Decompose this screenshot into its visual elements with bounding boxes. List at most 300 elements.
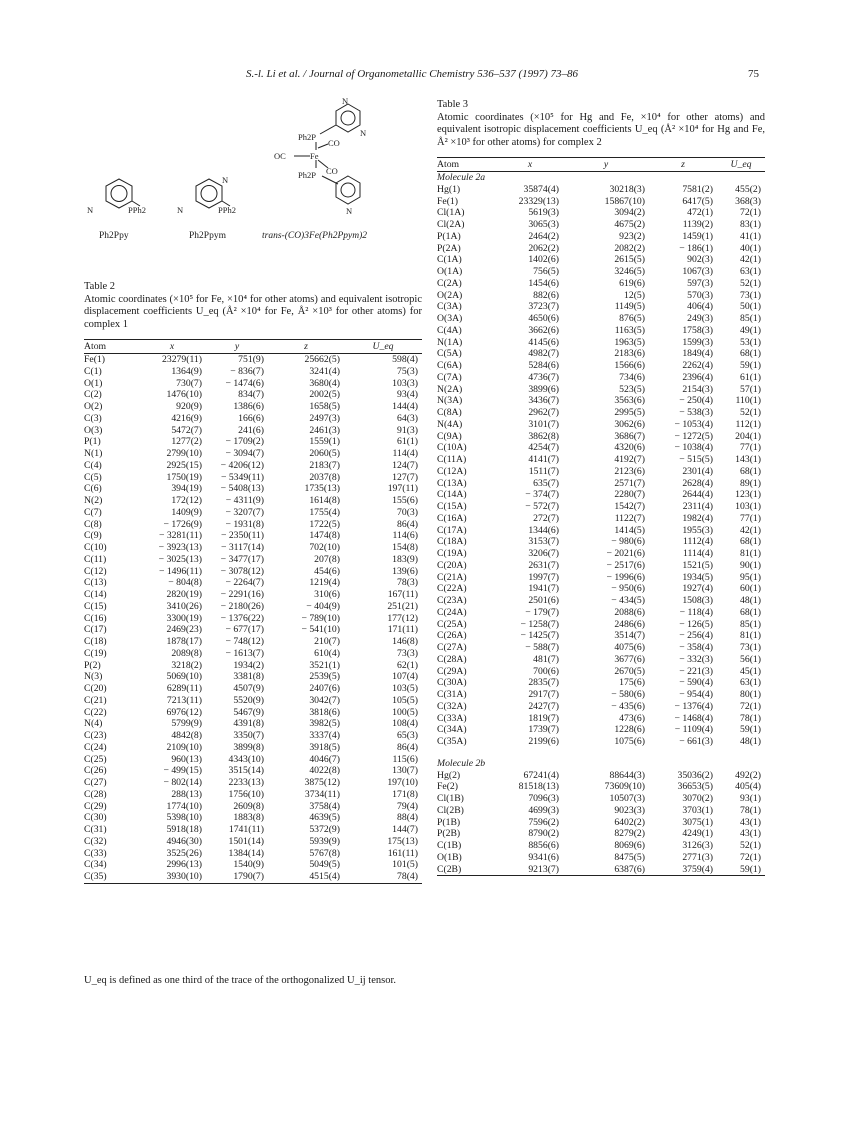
table-header-row: [437, 158, 765, 172]
value-cell: − 179(7): [525, 606, 559, 618]
table-row: [84, 848, 422, 860]
atom-cell: N(3): [84, 671, 103, 683]
value-cell: 4145(6): [528, 336, 559, 348]
value-cell: 1750(19): [166, 471, 202, 483]
value-cell: 52(1): [740, 840, 761, 851]
value-cell: 3126(3): [682, 840, 713, 851]
value-cell: 9213(7): [497, 864, 563, 876]
atom-cell: P(2A): [437, 242, 461, 254]
value-cell: 3918(5): [309, 741, 340, 753]
atom-cell: Cl(1B): [437, 793, 464, 804]
table-row: [437, 442, 765, 454]
value-cell: − 404(9): [306, 600, 340, 612]
atom-cell: C(14): [84, 589, 107, 600]
value-cell: − 572(7): [525, 501, 559, 512]
atom-cell: C(2): [84, 389, 102, 401]
atom-cell: C(25): [84, 753, 107, 765]
value-cell: − 3281(11): [158, 530, 202, 542]
value-cell: 368(3): [735, 195, 761, 207]
value-cell: − 950(6): [611, 583, 645, 595]
value-cell: 2628(4): [682, 477, 713, 489]
table-row: [437, 793, 765, 805]
value-cell: 105(5): [392, 694, 418, 706]
value-cell: 95(1): [740, 571, 761, 583]
table2-footnote: U_eq is defined as one third of the trace of the orthogonalized U_ij tensor.: [84, 975, 396, 986]
value-cell: 2820(19): [166, 589, 202, 600]
value-cell: 1511(7): [528, 465, 559, 477]
value-cell: 8069(6): [614, 840, 645, 851]
value-cell: 4192(7): [614, 454, 645, 465]
table-row: [84, 624, 422, 636]
complex-n-bot-label: N: [346, 206, 353, 216]
value-cell: 50(1): [740, 301, 761, 313]
value-cell: 1883(8): [233, 812, 264, 824]
value-cell: 1114(4): [683, 548, 713, 559]
atom-cell: C(30A): [437, 677, 467, 689]
atom-cell: C(21A): [437, 571, 467, 583]
table-row: [437, 290, 765, 302]
value-cell: − 748(12): [225, 636, 264, 647]
value-cell: − 435(6): [611, 700, 645, 712]
value-cell: 210(7): [314, 636, 340, 647]
value-cell: 88(4): [397, 812, 418, 824]
value-cell: 902(3): [687, 254, 713, 266]
value-cell: 3563(6): [614, 395, 645, 407]
table-row: [84, 754, 422, 766]
atom-cell: C(12): [84, 565, 107, 577]
value-cell: 9341(6): [528, 851, 559, 863]
value-cell: 197(10): [387, 777, 418, 788]
value-cell: 2199(6): [528, 736, 559, 747]
table-row: [437, 489, 765, 501]
table3-caption-block: [437, 99, 765, 149]
table-row: [437, 231, 765, 243]
atom-cell: C(33A): [437, 712, 467, 724]
table-row: [84, 472, 422, 484]
value-cell: 2183(7): [309, 459, 340, 471]
table2-title: Table 2: [84, 281, 116, 292]
value-cell: 6387(6): [563, 864, 649, 876]
value-cell: 80(1): [740, 689, 761, 700]
value-cell: 3218(2): [171, 659, 202, 671]
value-cell: 64(3): [397, 412, 418, 424]
atom-cell: P(2B): [437, 828, 461, 840]
value-cell: 36653(5): [677, 781, 713, 793]
value-cell: 251(21): [387, 600, 418, 612]
table-row: [84, 389, 422, 401]
value-cell: 1758(3): [682, 324, 713, 336]
value-cell: − 789(10): [301, 612, 340, 624]
value-cell: − 1272(5): [674, 430, 713, 442]
table-row: [84, 354, 422, 366]
table-row: [84, 519, 422, 531]
atom-cell: Fe(1): [437, 195, 458, 207]
table-row: [437, 805, 765, 817]
value-cell: 144(4): [392, 401, 418, 412]
atom-cell: N(2A): [437, 383, 463, 395]
atom-cell: C(10): [84, 542, 107, 553]
atom-cell: C(35): [84, 871, 138, 883]
value-cell: 2088(6): [614, 606, 645, 618]
table-row: [84, 707, 422, 719]
value-cell: 1139(2): [682, 219, 713, 230]
value-cell: 73609(10): [604, 781, 645, 793]
atom-cell: Fe(1): [84, 354, 105, 365]
atom-cell: C(32): [84, 835, 107, 847]
value-cell: − 3477(17): [220, 553, 264, 565]
value-cell: 155(6): [392, 495, 418, 506]
table-row: [437, 501, 765, 513]
table-row: [437, 770, 765, 782]
table-row: [84, 718, 422, 730]
table-row: [437, 828, 765, 840]
value-cell: 101(5): [392, 859, 418, 871]
value-cell: 9023(3): [614, 804, 645, 816]
value-cell: 42(1): [740, 254, 761, 266]
value-cell: 2962(7): [528, 407, 559, 418]
value-cell: 1566(6): [614, 360, 645, 371]
value-cell: 2233(13): [228, 777, 264, 788]
value-cell: 79(4): [397, 800, 418, 812]
value-cell: 124(7): [392, 459, 418, 471]
table-row: [84, 801, 422, 813]
value-cell: 175(6): [619, 677, 645, 689]
atom-cell: P(1B): [437, 816, 461, 828]
table-row: [84, 507, 422, 519]
value-cell: 1508(3): [682, 595, 713, 606]
value-cell: 3677(6): [614, 653, 645, 665]
table-row: [437, 666, 765, 678]
table-row: [437, 431, 765, 443]
value-cell: − 221(3): [679, 665, 713, 677]
table-row: [437, 619, 765, 631]
value-cell: 4141(7): [528, 454, 559, 465]
value-cell: 4650(6): [528, 313, 559, 324]
value-cell: 1982(4): [682, 512, 713, 524]
table-row: [437, 407, 765, 419]
table2-caption: Atomic coordinates (×10⁵ for Fe, ×10⁴ for other atoms) and equivalent isotropic displacement coefficients U_eq (Å² ×10⁴ for Fe, Å² ×10³ for other atoms) for complex 1: [84, 293, 422, 330]
value-cell: 1540(9): [233, 859, 264, 871]
table-row: [84, 695, 422, 707]
molecule-subheading: Molecule 2a: [437, 172, 486, 183]
value-cell: − 2291(16): [220, 589, 264, 600]
value-cell: 7213(11): [166, 694, 202, 706]
value-cell: − 5408(13): [220, 483, 264, 495]
atom-cell: C(34): [84, 859, 107, 871]
value-cell: 5472(7): [171, 424, 202, 436]
table-row: [437, 478, 765, 490]
value-cell: 4254(7): [528, 442, 559, 454]
value-cell: 472(1): [687, 207, 713, 219]
value-cell: 920(9): [176, 401, 202, 412]
atom-cell: C(13): [84, 577, 107, 589]
value-cell: 65(3): [397, 730, 418, 741]
value-cell: 4046(7): [309, 753, 340, 765]
table-row: [84, 812, 422, 824]
atom-cell: C(31): [84, 824, 107, 835]
value-cell: 610(4): [314, 647, 340, 659]
value-cell: 1149(5): [614, 301, 645, 313]
atom-cell: C(2A): [437, 277, 462, 289]
value-cell: 876(5): [619, 313, 645, 324]
ph2ppy-structure: [106, 179, 140, 208]
value-cell: − 1468(4): [674, 712, 713, 724]
value-cell: 1658(5): [309, 401, 340, 412]
value-cell: − 5349(11): [220, 471, 264, 483]
value-cell: 77(1): [740, 512, 761, 524]
value-cell: − 1496(11): [158, 565, 202, 577]
atom-cell: C(17A): [437, 524, 467, 536]
value-cell: − 3078(12): [220, 565, 264, 577]
value-cell: 2501(6): [528, 595, 559, 606]
value-cell: 81(1): [740, 548, 761, 559]
value-cell: 1402(6): [528, 254, 559, 266]
value-cell: 2037(8): [309, 471, 340, 483]
value-cell: 4675(2): [614, 219, 645, 230]
atom-cell: C(3): [84, 412, 102, 424]
atom-cell: C(15A): [437, 501, 467, 512]
atom-cell: C(4): [84, 459, 102, 471]
atom-cell: C(5): [84, 471, 102, 483]
value-cell: 68(1): [740, 606, 761, 618]
table-row: [84, 859, 422, 871]
table-row: [84, 436, 422, 448]
atom-cell: C(2B): [437, 864, 497, 876]
spacer-cell: [437, 748, 765, 758]
value-cell: 2407(6): [309, 683, 340, 694]
value-cell: 756(5): [533, 266, 559, 277]
table-row: [84, 601, 422, 613]
atom-cell: N(2): [84, 495, 103, 506]
value-cell: − 1038(4): [674, 442, 713, 454]
table-row: [84, 613, 422, 625]
table-row: [437, 454, 765, 466]
value-cell: 4946(30): [166, 835, 202, 847]
value-cell: 598(4): [392, 354, 418, 365]
value-cell: 5918(18): [166, 824, 202, 835]
table-row: [84, 566, 422, 578]
value-cell: 112(1): [735, 418, 761, 430]
value-cell: − 332(3): [679, 653, 713, 665]
value-cell: 1790(7): [206, 871, 268, 883]
value-cell: 115(6): [392, 753, 418, 765]
value-cell: − 2180(26): [220, 600, 264, 612]
value-cell: 56(1): [740, 653, 761, 665]
value-cell: 108(4): [392, 718, 418, 730]
value-cell: 81(1): [740, 630, 761, 642]
spacer-row: [437, 748, 765, 758]
structure-figure: [84, 96, 422, 246]
column-header: Atom: [84, 340, 138, 354]
value-cell: 177(12): [387, 612, 418, 624]
atom-cell: N(1A): [437, 336, 463, 348]
value-cell: 1941(7): [528, 583, 559, 595]
value-cell: 4515(4): [268, 871, 344, 883]
value-cell: 2486(6): [614, 618, 645, 630]
value-cell: 78(1): [740, 712, 761, 724]
value-cell: 8279(2): [614, 828, 645, 840]
value-cell: − 3117(14): [220, 542, 264, 553]
table-row: [84, 730, 422, 742]
column-header: U_eq: [717, 158, 765, 172]
atom-cell: C(28): [84, 788, 107, 800]
value-cell: 310(6): [314, 589, 340, 600]
value-cell: 43(1): [740, 828, 761, 840]
value-cell: 1409(9): [171, 506, 202, 518]
value-cell: 3875(12): [304, 777, 340, 788]
value-cell: 1364(9): [171, 365, 202, 377]
table-row: [84, 824, 422, 836]
value-cell: 8790(2): [528, 828, 559, 840]
value-cell: − 126(5): [679, 618, 713, 630]
value-cell: 702(10): [309, 542, 340, 553]
table-row: [84, 742, 422, 754]
value-cell: 72(1): [740, 851, 761, 863]
table-row: [437, 372, 765, 384]
value-cell: 4249(1): [682, 828, 713, 840]
value-cell: 144(7): [392, 824, 418, 835]
atom-cell: C(1): [84, 365, 102, 377]
value-cell: 1722(5): [309, 518, 340, 530]
value-cell: 86(4): [397, 741, 418, 753]
value-cell: 1755(4): [309, 506, 340, 518]
table-row: [437, 781, 765, 793]
atom-cell: C(8): [84, 518, 102, 530]
value-cell: 3680(4): [309, 377, 340, 389]
value-cell: − 1726(9): [163, 518, 202, 530]
atom-cell: N(3A): [437, 395, 463, 407]
atom-cell: P(1): [84, 436, 101, 448]
value-cell: 89(1): [740, 477, 761, 489]
value-cell: 4391(8): [233, 718, 264, 730]
column-header: U_eq: [344, 340, 422, 354]
atom-cell: P(1A): [437, 230, 461, 242]
atom-cell: O(1B): [437, 851, 462, 863]
value-cell: − 3207(7): [225, 506, 264, 518]
value-cell: 2771(3): [682, 851, 713, 863]
caption-ph2ppym: Ph2Ppym: [189, 231, 226, 241]
value-cell: − 580(6): [611, 689, 645, 700]
value-cell: 3734(11): [304, 788, 340, 800]
value-cell: 204(1): [735, 430, 761, 442]
table-row: [84, 577, 422, 589]
value-cell: 67241(4): [523, 769, 559, 781]
value-cell: 2154(3): [682, 383, 713, 395]
value-cell: 4343(10): [228, 753, 264, 765]
value-cell: 492(2): [735, 769, 761, 781]
value-cell: 1386(6): [233, 401, 264, 412]
value-cell: 2109(10): [166, 741, 202, 753]
table-row: [84, 789, 422, 801]
atom-cell: C(13A): [437, 477, 467, 489]
value-cell: 1559(1): [309, 436, 340, 448]
value-cell: 183(9): [392, 553, 418, 565]
value-cell: 86(4): [397, 518, 418, 530]
atom-cell: O(2A): [437, 289, 463, 301]
complex-co-b-label: CO: [326, 166, 338, 176]
value-cell: 3686(7): [614, 430, 645, 442]
table-row: [84, 777, 422, 789]
table-row: [437, 713, 765, 725]
complex-ph2p-top-label: Ph2P: [298, 132, 316, 142]
value-cell: 3065(3): [528, 219, 559, 230]
value-cell: 73(1): [740, 289, 761, 301]
value-cell: 1476(10): [166, 389, 202, 401]
value-cell: 406(4): [687, 301, 713, 313]
atom-cell: O(3): [84, 424, 103, 436]
value-cell: 1384(14): [228, 847, 264, 859]
value-cell: 1075(6): [614, 736, 645, 747]
value-cell: 1849(4): [682, 348, 713, 360]
value-cell: 3723(7): [528, 301, 559, 313]
value-cell: 3982(5): [309, 718, 340, 730]
table-row: [84, 836, 422, 848]
complex-oc-label: OC: [274, 151, 286, 161]
value-cell: 3094(2): [614, 207, 645, 219]
atom-cell: C(10A): [437, 442, 467, 454]
value-cell: 83(1): [740, 219, 761, 230]
value-cell: 23329(13): [518, 195, 559, 207]
value-cell: 3042(7): [309, 694, 340, 706]
value-cell: 1934(2): [233, 659, 264, 671]
value-cell: 72(1): [740, 207, 761, 219]
table-row: [437, 548, 765, 560]
value-cell: 4842(8): [171, 730, 202, 741]
table-row: [84, 378, 422, 390]
table-row: [437, 654, 765, 666]
value-cell: 3930(10): [138, 871, 206, 883]
value-cell: 5284(6): [528, 360, 559, 371]
value-cell: − 1376(4): [674, 700, 713, 712]
atom-cell: N(4A): [437, 418, 463, 430]
value-cell: 48(1): [740, 736, 761, 747]
value-cell: 3899(6): [528, 383, 559, 395]
table-row: [437, 325, 765, 337]
column-header: z: [268, 340, 344, 354]
value-cell: 3337(4): [309, 730, 340, 741]
value-cell: 114(4): [392, 448, 418, 459]
atom-cell: C(3A): [437, 301, 462, 313]
complex-n-mid-label: N: [360, 128, 367, 138]
value-cell: 2799(10): [166, 448, 202, 459]
table-header-row: [84, 340, 422, 354]
table2-caption-block: [84, 281, 422, 331]
value-cell: 1955(3): [682, 524, 713, 536]
atom-cell: C(20A): [437, 559, 467, 571]
value-cell: 2644(4): [682, 489, 713, 501]
atom-cell: O(2): [84, 401, 103, 412]
value-cell: − 2517(6): [606, 559, 645, 571]
atom-cell: O(3A): [437, 313, 463, 324]
value-cell: 2464(2): [528, 230, 559, 242]
value-cell: 93(4): [397, 389, 418, 401]
value-cell: 197(11): [387, 483, 418, 495]
value-cell: − 802(14): [163, 777, 202, 788]
value-cell: − 677(17): [225, 624, 264, 636]
value-cell: − 358(4): [679, 642, 713, 653]
value-cell: 1163(5): [614, 324, 645, 336]
atom-cell: C(16A): [437, 512, 467, 524]
table3: [437, 157, 765, 876]
value-cell: 103(5): [392, 683, 418, 694]
atom-cell: C(6): [84, 483, 102, 495]
value-cell: 2280(7): [614, 489, 645, 501]
value-cell: 73(1): [740, 642, 761, 653]
atom-cell: C(29): [84, 800, 107, 812]
table-row: [437, 536, 765, 548]
value-cell: 4022(8): [309, 765, 340, 777]
value-cell: 5520(9): [233, 694, 264, 706]
